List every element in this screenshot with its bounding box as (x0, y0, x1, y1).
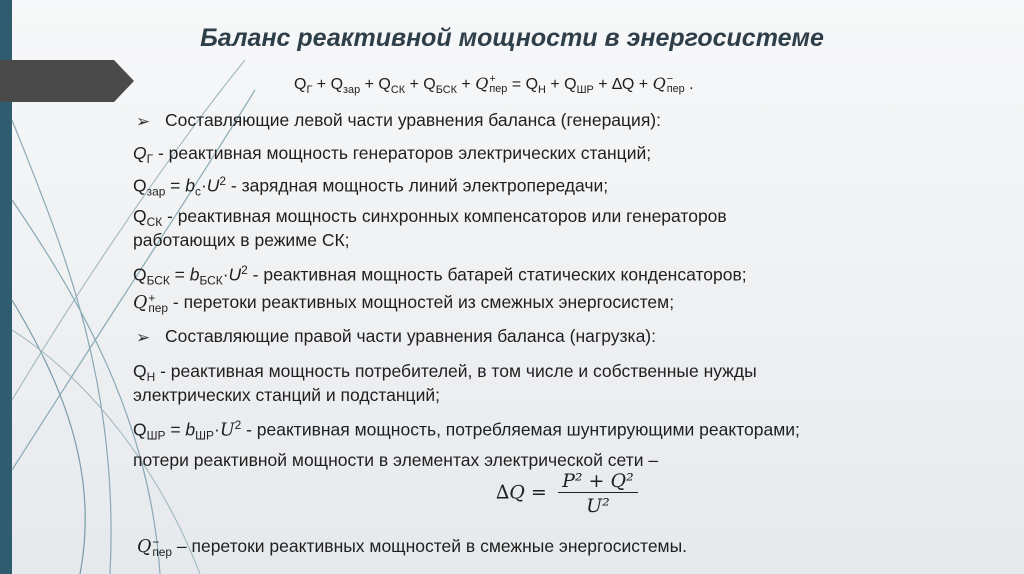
right-part-header: Составляющие правой части уравнения баланса (нагрузка): (165, 326, 656, 346)
arrow-bullet-icon: ➢ (136, 328, 151, 347)
arrow-bullet-icon: ➢ (136, 112, 151, 131)
qper-minus-line: Q − пер – перетоки реактивных мощностей в смежные энергосистемы. (137, 534, 688, 560)
qshr-line: $Q_{ШР} = b_{ШР}\cdot U^2$ - реактивная мощность, потребляемая шунтирующими реакторами; (133, 418, 800, 443)
balance-equation: $Q_Г + Q_{зар} + Q_{СК} + Q_{БСК} + Q$ + пер = $Q_Н + Q_{ШР} + \Delta Q + Q$ − пер . (294, 72, 694, 96)
qbsk-line: $Q_{БСК} = b_{БСК}\cdot U^2$ - реактивная мощность батарей статических конденсаторов; (133, 263, 747, 288)
qg-line: $Q_Г$ - реактивная мощность генераторов электрических станций; (133, 143, 652, 167)
qn-line-2: электрических станций и подстанций; (133, 385, 440, 405)
slide-title: Баланс реактивной мощности в энергосистеме (200, 24, 824, 52)
left-part-header: Составляющие левой части уравнения баланса (генерация): (165, 110, 661, 130)
qper-plus-line: Q + пер - перетоки реактивных мощностей из смежных энергосистем; (133, 290, 675, 316)
losses-line: потери реактивной мощности в элементах электрической сети – (133, 450, 659, 470)
formula-denominator: U² (586, 495, 610, 517)
qsk-line-2: работающих в режиме СК; (133, 230, 350, 250)
arrow-tab (0, 60, 134, 102)
qn-line: $Q_Н$ - реактивная мощность потребителей, в том числе и собственные нужды (133, 361, 757, 385)
qzar-line: $Q_{зар} = b_с\cdot U^2$ - зарядная мощность линий электропередачи; (133, 174, 609, 199)
qsk-line: $Q_{СК}$ - реактивная мощность синхронных компенсаторов или генераторов (133, 206, 727, 230)
formula-numerator: P² + Q² (558, 470, 638, 493)
losses-formula: ∆Q = $\frac{\text{P² + Q²}}{\text{U²}}$ (496, 470, 638, 517)
